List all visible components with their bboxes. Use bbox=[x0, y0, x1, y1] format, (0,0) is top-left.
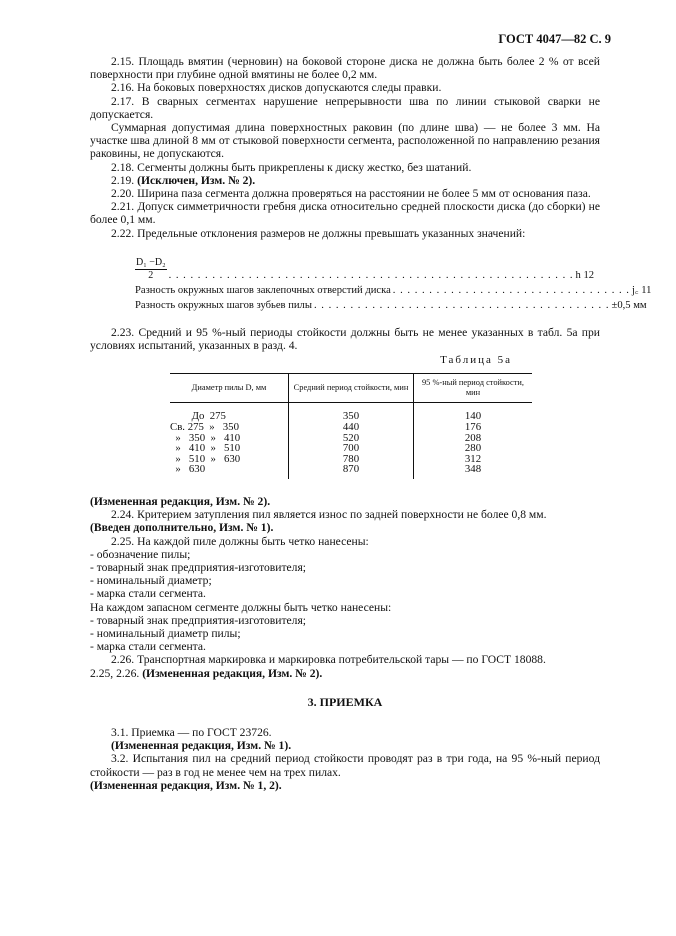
list-item: - номинальный диаметр; bbox=[90, 574, 212, 588]
leader-dots: . . . . . . . . . . . . . . . . . . . . . . . . . . . . . . . . . . . . . . . . . . . . . . . . . . . . . . . . bbox=[168, 269, 574, 281]
amendment-note-2: (Измененная редакция, Изм. № 2). bbox=[90, 495, 271, 509]
table-body-row bbox=[170, 403, 532, 479]
clause-numbers: 2.25, 2.26. bbox=[90, 666, 140, 680]
table-cell: 348 bbox=[464, 463, 482, 476]
clause-2-16: 2.16. На боковых поверхностях дисков допускаются следы правки. bbox=[111, 81, 442, 95]
tolerance-value-3: ±0,5 мм bbox=[611, 299, 647, 311]
list-item: - номинальный диаметр пилы; bbox=[90, 627, 241, 641]
table-cell: 208 bbox=[464, 431, 482, 444]
durability-table bbox=[170, 373, 532, 479]
clause-2-22: 2.22. Предельные отклонения размеров не должны превышать указанных значений: bbox=[111, 226, 526, 240]
clause-3-2: 3.2. Испытания пил на средний период стойкости проводят раз в три года, на 95 %-ный период стойкости — раз в год не менее чем на трех пилах. bbox=[90, 752, 600, 779]
amendment-note-1-2: (Измененная редакция, Изм. № 1, 2). bbox=[90, 778, 282, 792]
list-item: - марка стали сегмента. bbox=[90, 640, 206, 654]
header-mean-period: Средний период стойкости, мин bbox=[289, 374, 414, 403]
clause-2-25: 2.25. На каждой пиле должны быть четко нанесены: bbox=[111, 534, 369, 548]
table-cell: 312 bbox=[464, 452, 482, 465]
diameter-column bbox=[170, 403, 289, 479]
clause-2-20: 2.20. Ширина паза сегмента должна проверяться на расстоянии не более 5 мм от основания паза. bbox=[111, 187, 591, 201]
tolerance-value-2: j꜀ 11 bbox=[631, 284, 652, 296]
clause-3-1: 3.1. Приемка — по ГОСТ 23726. bbox=[111, 726, 272, 740]
table-cell: Св. 275 » 350 bbox=[170, 421, 239, 434]
amendment-note-2b: (Измененная редакция, Изм. № 2). bbox=[142, 666, 323, 680]
table-cell: » 410 » 510 bbox=[170, 442, 241, 455]
clause-2-19-text: (Исключен, Изм. № 2). bbox=[137, 173, 256, 187]
clause-2-17: 2.17. В сварных сегментах нарушение непрерывности шва по линии стыковой сварки не допускается. bbox=[90, 94, 600, 121]
page-content bbox=[90, 55, 652, 792]
table-cell: 870 bbox=[342, 463, 360, 476]
tolerance-row-diameter bbox=[135, 252, 595, 282]
list-item: - товарный знак предприятия-изготовителя; bbox=[90, 561, 307, 575]
leader-dots: . . . . . . . . . . . . . . . . . . . . . . . . . . . . . . . . . bbox=[392, 284, 630, 296]
table-cell: 350 bbox=[342, 410, 360, 423]
header-95-period: 95 %-ный период стойкости, мин bbox=[414, 374, 533, 403]
table-cell: До 275 bbox=[170, 410, 226, 423]
table-cell: 520 bbox=[342, 431, 360, 444]
table-cell: 440 bbox=[342, 421, 360, 434]
table-cell: » 510 » 630 bbox=[170, 452, 241, 465]
tolerance-row-tooth-pitch bbox=[135, 297, 647, 312]
clause-2-21: 2.21. Допуск симметричности гребня диска относительно средней плоскости диска (до сборки) не более 0,1 мм. bbox=[90, 200, 600, 227]
clause-2-17-continued: Суммарная допустимая длина поверхностных раковин (по длине шва) — не более 3 мм. На участке шва длиной 8 мм от стыковой поверхности сегмента, расположенной по направлению резания раковины, не допускаются. bbox=[90, 121, 600, 161]
table-header-row bbox=[170, 374, 532, 403]
clause-2-15: 2.15. Площадь вмятин (черновин) на боковой стороне диска не должна быть более 2 % от всей поверхности при глубине одной вмятины не более 0,2 мм. bbox=[90, 55, 600, 82]
leader-dots: . . . . . . . . . . . . . . . . . . . . . . . . . . . . . . . . . . . . . . . . . bbox=[313, 299, 610, 311]
section-title: 3. ПРИЕМКА bbox=[307, 694, 383, 709]
clause-2-18: 2.18. Сегменты должны быть прикреплены к диску жестко, без шатаний. bbox=[111, 160, 472, 174]
page-header: ГОСТ 4047—82 С. 9 bbox=[498, 32, 611, 46]
fraction-numerator: D₁ −D₂ bbox=[136, 256, 166, 268]
p95-period-column bbox=[414, 403, 533, 479]
table-cell: 780 bbox=[342, 452, 360, 465]
diameter-fraction bbox=[135, 257, 167, 282]
tolerance-label-3: Разность окружных шагов зубьев пилы bbox=[135, 299, 312, 311]
clause-2-26: 2.26. Транспортная маркировка и маркировка потребительской тары — по ГОСТ 18088. bbox=[111, 653, 546, 667]
clause-2-19-number: 2.19. bbox=[111, 173, 135, 187]
table-cell: 700 bbox=[342, 442, 360, 455]
tolerance-value-1: h 12 bbox=[575, 269, 595, 281]
tolerance-row-rivet-pitch bbox=[135, 282, 652, 297]
list-item: - обозначение пилы; bbox=[90, 547, 191, 561]
mean-period-column bbox=[289, 403, 414, 479]
clause-2-23: 2.23. Средний и 95 %-ный периоды стойкости должны быть не менее указанных в табл. 5а при условиях испытаний, указанных в разд. 4. bbox=[90, 325, 600, 353]
clause-2-19 bbox=[90, 174, 600, 187]
fraction-denominator: 2 bbox=[148, 269, 154, 281]
table-caption: Таблица 5а bbox=[440, 354, 512, 367]
tolerance-label-2: Разность окружных шагов заклепочных отверстий диска bbox=[135, 284, 391, 296]
table-cell: 280 bbox=[464, 442, 482, 455]
table-cell: 176 bbox=[464, 421, 482, 434]
amendment-note-added-1: (Введен дополнительно, Изм. № 1). bbox=[90, 521, 274, 535]
list-item: - марка стали сегмента. bbox=[90, 587, 206, 601]
table-cell: 140 bbox=[464, 410, 482, 423]
table-cell: » 630 bbox=[170, 463, 206, 476]
clause-2-25-continued: На каждом запасном сегменте должны быть четко нанесены: bbox=[90, 600, 392, 614]
clause-2-25-2-26-note bbox=[90, 667, 600, 680]
table-cell: » 350 » 410 bbox=[170, 431, 241, 444]
header-diameter: Диаметр пилы D, мм bbox=[170, 374, 289, 403]
clause-2-24: 2.24. Критерием затупления пил является износ по задней поверхности не более 0,8 мм. bbox=[111, 508, 547, 522]
amendment-note-1: (Измененная редакция, Изм. № 1). bbox=[111, 739, 292, 753]
tolerance-list bbox=[135, 252, 652, 312]
list-item: - товарный знак предприятия-изготовителя; bbox=[90, 613, 307, 627]
